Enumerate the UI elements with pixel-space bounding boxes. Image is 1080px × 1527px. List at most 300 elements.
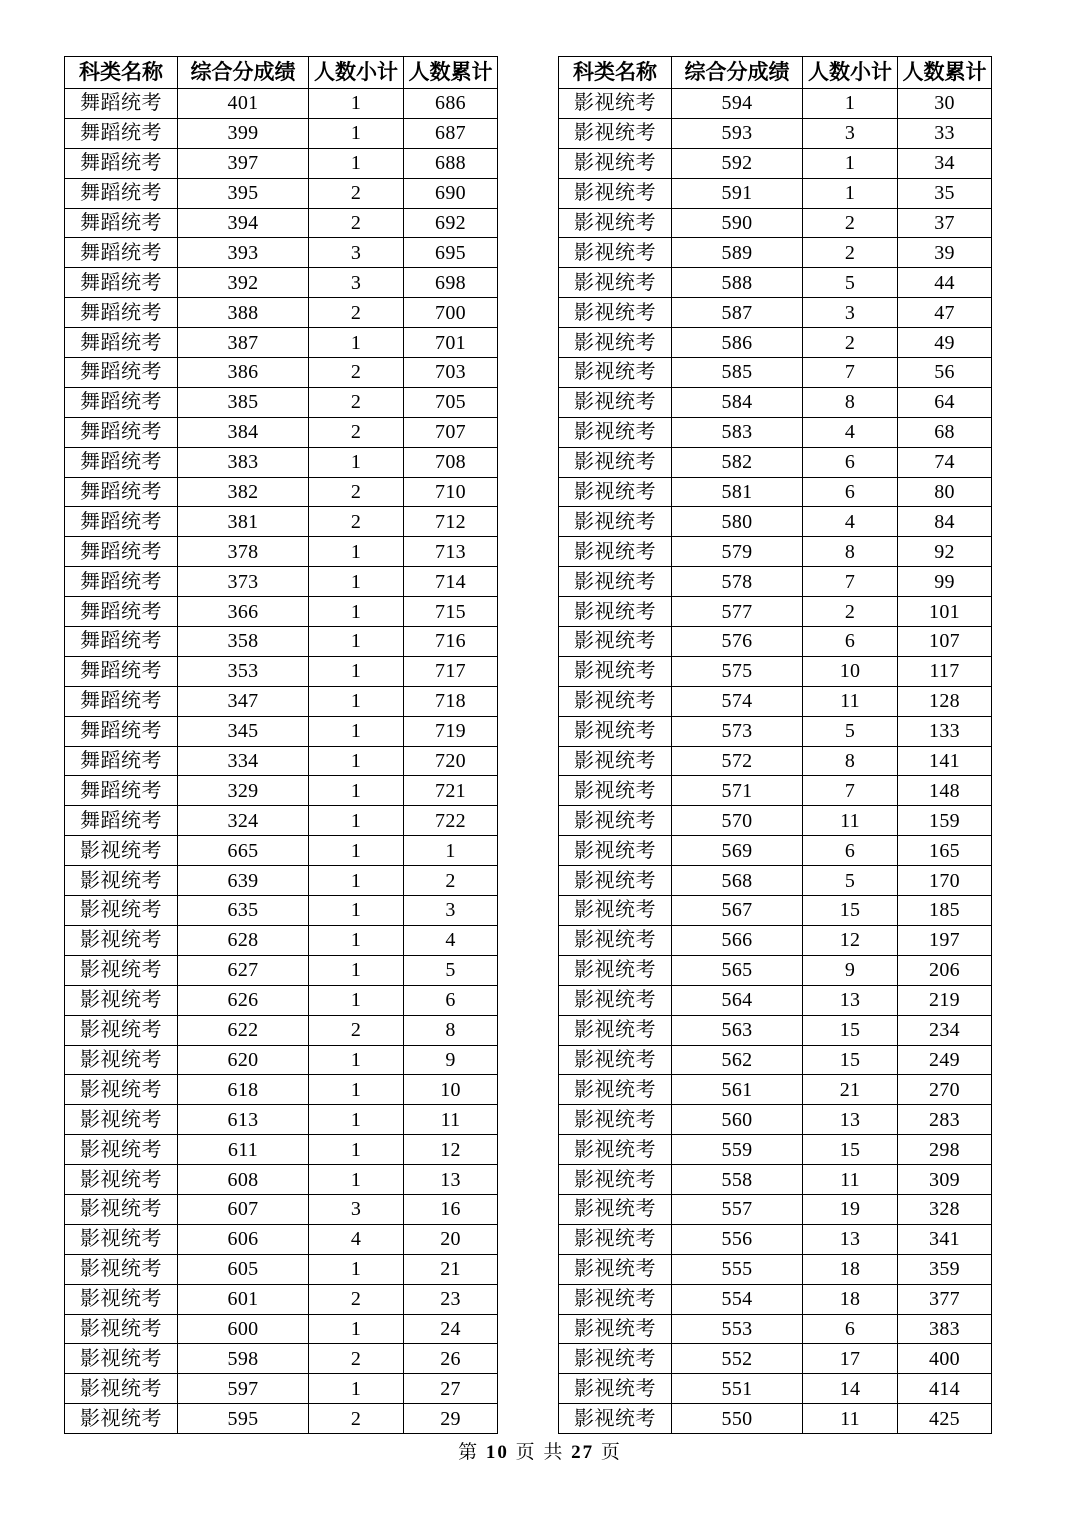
cell-subtotal: 1 <box>309 1165 404 1195</box>
cell-subtotal: 5 <box>803 716 898 746</box>
cell-subtotal: 17 <box>803 1344 898 1374</box>
cell-subtotal: 2 <box>309 1284 404 1314</box>
cell-subtotal: 8 <box>803 746 898 776</box>
cell-category: 影视统考 <box>559 1314 672 1344</box>
cell-category: 影视统考 <box>65 985 178 1015</box>
cell-cumulative: 30 <box>898 89 992 119</box>
cell-cumulative: 425 <box>898 1404 992 1434</box>
cell-subtotal: 1 <box>309 597 404 627</box>
cell-category: 舞蹈统考 <box>65 298 178 328</box>
cell-category: 影视统考 <box>559 597 672 627</box>
cell-cumulative: 24 <box>404 1314 498 1344</box>
cell-subtotal: 11 <box>803 806 898 836</box>
cell-composite-score: 568 <box>672 866 803 896</box>
cell-subtotal: 4 <box>309 1224 404 1254</box>
cell-cumulative: 719 <box>404 716 498 746</box>
cell-category: 舞蹈统考 <box>65 776 178 806</box>
table-row <box>559 836 992 866</box>
cell-cumulative: 414 <box>898 1374 992 1404</box>
header-row <box>559 57 992 89</box>
cell-cumulative: 270 <box>898 1075 992 1105</box>
cell-composite-score: 594 <box>672 89 803 119</box>
table-row <box>559 1045 992 1075</box>
cell-category: 影视统考 <box>559 1105 672 1135</box>
score-table-right <box>558 56 992 1434</box>
cell-category: 舞蹈统考 <box>65 238 178 268</box>
cell-composite-score: 388 <box>178 298 309 328</box>
column-header-subtotal: 人数小计 <box>309 57 404 89</box>
cell-composite-score: 386 <box>178 358 309 388</box>
table-row <box>559 985 992 1015</box>
table-row <box>559 866 992 896</box>
table-body-right <box>559 89 992 1434</box>
cell-cumulative: 165 <box>898 836 992 866</box>
cell-cumulative: 8 <box>404 1015 498 1045</box>
cell-composite-score: 557 <box>672 1194 803 1224</box>
table-row <box>559 597 992 627</box>
table-header-right <box>559 57 992 89</box>
cell-cumulative: 701 <box>404 328 498 358</box>
cell-cumulative: 26 <box>404 1344 498 1374</box>
table-row <box>65 746 498 776</box>
table-row <box>559 417 992 447</box>
cell-category: 影视统考 <box>559 1194 672 1224</box>
cell-subtotal: 2 <box>803 208 898 238</box>
cell-category: 影视统考 <box>559 118 672 148</box>
cell-composite-score: 584 <box>672 387 803 417</box>
cell-cumulative: 710 <box>404 477 498 507</box>
table-row <box>65 567 498 597</box>
cell-subtotal: 1 <box>309 746 404 776</box>
cell-cumulative: 708 <box>404 447 498 477</box>
table-row <box>559 1105 992 1135</box>
cell-category: 影视统考 <box>65 1135 178 1165</box>
cell-composite-score: 561 <box>672 1075 803 1105</box>
cell-subtotal: 2 <box>803 328 898 358</box>
cell-cumulative: 170 <box>898 866 992 896</box>
cell-cumulative: 68 <box>898 417 992 447</box>
cell-composite-score: 580 <box>672 507 803 537</box>
cell-category: 舞蹈统考 <box>65 477 178 507</box>
table-row <box>559 1194 992 1224</box>
cell-subtotal: 1 <box>309 866 404 896</box>
cell-composite-score: 607 <box>178 1194 309 1224</box>
cell-composite-score: 588 <box>672 268 803 298</box>
table-row <box>559 328 992 358</box>
table-row <box>65 597 498 627</box>
cell-subtotal: 18 <box>803 1254 898 1284</box>
cell-subtotal: 2 <box>803 238 898 268</box>
cell-category: 影视统考 <box>559 447 672 477</box>
table-row <box>559 1224 992 1254</box>
cell-subtotal: 1 <box>309 1075 404 1105</box>
cell-composite-score: 566 <box>672 925 803 955</box>
cell-subtotal: 1 <box>309 1045 404 1075</box>
cell-composite-score: 571 <box>672 776 803 806</box>
cell-composite-score: 387 <box>178 328 309 358</box>
table-row <box>65 118 498 148</box>
cell-subtotal: 13 <box>803 1105 898 1135</box>
cell-composite-score: 579 <box>672 537 803 567</box>
cell-cumulative: 47 <box>898 298 992 328</box>
cell-composite-score: 556 <box>672 1224 803 1254</box>
cell-category: 影视统考 <box>559 89 672 119</box>
cell-cumulative: 341 <box>898 1224 992 1254</box>
cell-category: 影视统考 <box>65 925 178 955</box>
cell-category: 影视统考 <box>559 1374 672 1404</box>
cell-category: 影视统考 <box>65 896 178 926</box>
cell-composite-score: 395 <box>178 178 309 208</box>
cell-cumulative: 712 <box>404 507 498 537</box>
cell-composite-score: 382 <box>178 477 309 507</box>
cell-composite-score: 358 <box>178 627 309 657</box>
cell-subtotal: 1 <box>309 836 404 866</box>
cell-cumulative: 133 <box>898 716 992 746</box>
table-row <box>65 925 498 955</box>
cell-cumulative: 720 <box>404 746 498 776</box>
cell-category: 影视统考 <box>559 746 672 776</box>
cell-category: 影视统考 <box>559 866 672 896</box>
cell-category: 影视统考 <box>559 985 672 1015</box>
cell-subtotal: 11 <box>803 1404 898 1434</box>
cell-subtotal: 2 <box>309 1404 404 1434</box>
table-row <box>65 1374 498 1404</box>
footer-page-number: 10 <box>485 1442 509 1463</box>
cell-cumulative: 6 <box>404 985 498 1015</box>
cell-category: 影视统考 <box>559 686 672 716</box>
cell-cumulative: 718 <box>404 686 498 716</box>
table-row <box>65 806 498 836</box>
cell-composite-score: 622 <box>178 1015 309 1045</box>
cell-composite-score: 605 <box>178 1254 309 1284</box>
cell-composite-score: 575 <box>672 656 803 686</box>
cell-composite-score: 618 <box>178 1075 309 1105</box>
cell-cumulative: 692 <box>404 208 498 238</box>
column-header-composite-score: 综合分成绩 <box>178 57 309 89</box>
cell-cumulative: 714 <box>404 567 498 597</box>
cell-subtotal: 1 <box>803 148 898 178</box>
table-row <box>65 1284 498 1314</box>
table-row <box>559 567 992 597</box>
table-row <box>65 417 498 447</box>
cell-composite-score: 392 <box>178 268 309 298</box>
cell-subtotal: 1 <box>309 1314 404 1344</box>
cell-cumulative: 234 <box>898 1015 992 1045</box>
cell-composite-score: 583 <box>672 417 803 447</box>
cell-cumulative: 20 <box>404 1224 498 1254</box>
cell-subtotal: 1 <box>309 148 404 178</box>
footer-middle: 页 共 <box>515 1442 565 1463</box>
cell-subtotal: 1 <box>803 178 898 208</box>
cell-composite-score: 552 <box>672 1344 803 1374</box>
cell-subtotal: 1 <box>803 89 898 119</box>
cell-category: 舞蹈统考 <box>65 387 178 417</box>
cell-subtotal: 8 <box>803 387 898 417</box>
cell-cumulative: 309 <box>898 1165 992 1195</box>
page-footer <box>0 1437 1080 1464</box>
cell-cumulative: 5 <box>404 955 498 985</box>
cell-composite-score: 385 <box>178 387 309 417</box>
cell-cumulative: 49 <box>898 328 992 358</box>
cell-subtotal: 2 <box>309 208 404 238</box>
cell-cumulative: 707 <box>404 417 498 447</box>
cell-subtotal: 2 <box>309 387 404 417</box>
cell-composite-score: 384 <box>178 417 309 447</box>
cell-composite-score: 394 <box>178 208 309 238</box>
cell-category: 影视统考 <box>559 537 672 567</box>
cell-subtotal: 6 <box>803 836 898 866</box>
cell-composite-score: 565 <box>672 955 803 985</box>
cell-subtotal: 1 <box>309 328 404 358</box>
cell-category: 影视统考 <box>559 1075 672 1105</box>
cell-subtotal: 18 <box>803 1284 898 1314</box>
cell-composite-score: 366 <box>178 597 309 627</box>
cell-cumulative: 117 <box>898 656 992 686</box>
table-row <box>559 806 992 836</box>
table-row <box>559 656 992 686</box>
table-row <box>559 89 992 119</box>
cell-subtotal: 1 <box>309 1374 404 1404</box>
cell-composite-score: 324 <box>178 806 309 836</box>
table-row <box>65 716 498 746</box>
cell-subtotal: 1 <box>309 89 404 119</box>
cell-cumulative: 16 <box>404 1194 498 1224</box>
cell-cumulative: 703 <box>404 358 498 388</box>
cell-cumulative: 10 <box>404 1075 498 1105</box>
cell-category: 影视统考 <box>559 1404 672 1434</box>
cell-subtotal: 5 <box>803 866 898 896</box>
table-row <box>559 627 992 657</box>
cell-composite-score: 576 <box>672 627 803 657</box>
cell-category: 影视统考 <box>559 716 672 746</box>
cell-subtotal: 1 <box>309 1135 404 1165</box>
cell-subtotal: 15 <box>803 1135 898 1165</box>
table-row <box>65 507 498 537</box>
cell-category: 舞蹈统考 <box>65 686 178 716</box>
cell-cumulative: 283 <box>898 1105 992 1135</box>
cell-composite-score: 600 <box>178 1314 309 1344</box>
cell-cumulative: 99 <box>898 567 992 597</box>
table-row <box>559 358 992 388</box>
cell-composite-score: 554 <box>672 1284 803 1314</box>
table-body-left <box>65 89 498 1434</box>
cell-composite-score: 635 <box>178 896 309 926</box>
cell-cumulative: 13 <box>404 1165 498 1195</box>
cell-composite-score: 564 <box>672 985 803 1015</box>
cell-composite-score: 353 <box>178 656 309 686</box>
cell-cumulative: 159 <box>898 806 992 836</box>
table-row <box>559 238 992 268</box>
cell-category: 影视统考 <box>65 1404 178 1434</box>
cell-cumulative: 56 <box>898 358 992 388</box>
cell-category: 影视统考 <box>559 148 672 178</box>
cell-subtotal: 2 <box>309 477 404 507</box>
cell-subtotal: 9 <box>803 955 898 985</box>
table-row <box>559 1254 992 1284</box>
cell-subtotal: 8 <box>803 537 898 567</box>
cell-composite-score: 665 <box>178 836 309 866</box>
table-row <box>65 387 498 417</box>
cell-composite-score: 595 <box>178 1404 309 1434</box>
cell-composite-score: 334 <box>178 746 309 776</box>
cell-cumulative: 400 <box>898 1344 992 1374</box>
table-row <box>559 716 992 746</box>
table-row <box>559 178 992 208</box>
cell-composite-score: 383 <box>178 447 309 477</box>
table-row <box>559 925 992 955</box>
cell-subtotal: 6 <box>803 1314 898 1344</box>
cell-composite-score: 550 <box>672 1404 803 1434</box>
cell-composite-score: 397 <box>178 148 309 178</box>
cell-composite-score: 347 <box>178 686 309 716</box>
cell-category: 影视统考 <box>559 896 672 926</box>
cell-cumulative: 128 <box>898 686 992 716</box>
cell-subtotal: 4 <box>803 507 898 537</box>
cell-cumulative: 1 <box>404 836 498 866</box>
cell-category: 舞蹈统考 <box>65 656 178 686</box>
cell-cumulative: 23 <box>404 1284 498 1314</box>
column-header-cumulative: 人数累计 <box>898 57 992 89</box>
table-row <box>559 298 992 328</box>
cell-category: 影视统考 <box>559 806 672 836</box>
cell-category: 影视统考 <box>65 1224 178 1254</box>
cell-category: 舞蹈统考 <box>65 447 178 477</box>
cell-composite-score: 586 <box>672 328 803 358</box>
cell-category: 影视统考 <box>559 1045 672 1075</box>
table-row <box>65 1194 498 1224</box>
cell-cumulative: 4 <box>404 925 498 955</box>
cell-composite-score: 378 <box>178 537 309 567</box>
cell-category: 舞蹈统考 <box>65 597 178 627</box>
cell-subtotal: 11 <box>803 686 898 716</box>
cell-cumulative: 84 <box>898 507 992 537</box>
cell-category: 舞蹈统考 <box>65 417 178 447</box>
cell-composite-score: 601 <box>178 1284 309 1314</box>
cell-cumulative: 219 <box>898 985 992 1015</box>
table-row <box>559 387 992 417</box>
cell-category: 舞蹈统考 <box>65 178 178 208</box>
cell-cumulative: 695 <box>404 238 498 268</box>
cell-category: 影视统考 <box>559 507 672 537</box>
cell-composite-score: 587 <box>672 298 803 328</box>
table-row <box>65 866 498 896</box>
column-header-cumulative: 人数累计 <box>404 57 498 89</box>
cell-cumulative: 249 <box>898 1045 992 1075</box>
cell-cumulative: 716 <box>404 627 498 657</box>
cell-composite-score: 572 <box>672 746 803 776</box>
cell-subtotal: 15 <box>803 1015 898 1045</box>
table-row <box>559 208 992 238</box>
cell-composite-score: 345 <box>178 716 309 746</box>
table-row <box>65 89 498 119</box>
cell-subtotal: 2 <box>309 1015 404 1045</box>
cell-cumulative: 12 <box>404 1135 498 1165</box>
cell-category: 影视统考 <box>559 836 672 866</box>
score-table-left <box>64 56 498 1434</box>
cell-category: 舞蹈统考 <box>65 208 178 238</box>
cell-composite-score: 393 <box>178 238 309 268</box>
cell-cumulative: 2 <box>404 866 498 896</box>
cell-subtotal: 3 <box>309 238 404 268</box>
cell-cumulative: 717 <box>404 656 498 686</box>
cell-category: 舞蹈统考 <box>65 268 178 298</box>
cell-cumulative: 197 <box>898 925 992 955</box>
cell-category: 舞蹈统考 <box>65 746 178 776</box>
cell-category: 舞蹈统考 <box>65 358 178 388</box>
cell-composite-score: 620 <box>178 1045 309 1075</box>
cell-cumulative: 185 <box>898 896 992 926</box>
cell-subtotal: 14 <box>803 1374 898 1404</box>
cell-composite-score: 399 <box>178 118 309 148</box>
table-row <box>559 1404 992 1434</box>
cell-subtotal: 1 <box>309 447 404 477</box>
table-row <box>65 896 498 926</box>
cell-composite-score: 560 <box>672 1105 803 1135</box>
cell-category: 影视统考 <box>559 656 672 686</box>
cell-category: 影视统考 <box>559 1284 672 1314</box>
cell-category: 影视统考 <box>559 477 672 507</box>
column-header-category: 科类名称 <box>65 57 178 89</box>
cell-subtotal: 1 <box>309 118 404 148</box>
table-row <box>65 1344 498 1374</box>
cell-composite-score: 581 <box>672 477 803 507</box>
cell-composite-score: 551 <box>672 1374 803 1404</box>
cell-category: 影视统考 <box>65 1344 178 1374</box>
cell-subtotal: 1 <box>309 776 404 806</box>
cell-subtotal: 2 <box>309 1344 404 1374</box>
cell-cumulative: 29 <box>404 1404 498 1434</box>
cell-subtotal: 1 <box>309 1254 404 1284</box>
cell-category: 影视统考 <box>65 836 178 866</box>
cell-composite-score: 627 <box>178 955 309 985</box>
table-row <box>65 298 498 328</box>
cell-composite-score: 613 <box>178 1105 309 1135</box>
cell-category: 影视统考 <box>65 1045 178 1075</box>
cell-subtotal: 6 <box>803 447 898 477</box>
cell-category: 影视统考 <box>65 1374 178 1404</box>
cell-category: 舞蹈统考 <box>65 806 178 836</box>
table-row <box>559 1314 992 1344</box>
cell-cumulative: 64 <box>898 387 992 417</box>
table-row <box>559 447 992 477</box>
table-row <box>559 268 992 298</box>
table-row <box>65 238 498 268</box>
cell-subtotal: 1 <box>309 1105 404 1135</box>
cell-cumulative: 700 <box>404 298 498 328</box>
cell-composite-score: 598 <box>178 1344 309 1374</box>
cell-subtotal: 12 <box>803 925 898 955</box>
table-row <box>559 118 992 148</box>
cell-subtotal: 7 <box>803 358 898 388</box>
cell-composite-score: 593 <box>672 118 803 148</box>
cell-composite-score: 585 <box>672 358 803 388</box>
cell-category: 影视统考 <box>559 1135 672 1165</box>
table-row <box>65 836 498 866</box>
cell-category: 舞蹈统考 <box>65 328 178 358</box>
table-row <box>65 656 498 686</box>
footer-prefix: 第 <box>458 1442 480 1463</box>
table-row <box>65 358 498 388</box>
table-row <box>559 1015 992 1045</box>
cell-cumulative: 721 <box>404 776 498 806</box>
cell-composite-score: 570 <box>672 806 803 836</box>
table-row <box>65 1224 498 1254</box>
cell-subtotal: 1 <box>309 686 404 716</box>
table-row <box>65 447 498 477</box>
table-row <box>559 1344 992 1374</box>
cell-category: 影视统考 <box>559 1165 672 1195</box>
cell-subtotal: 3 <box>309 268 404 298</box>
